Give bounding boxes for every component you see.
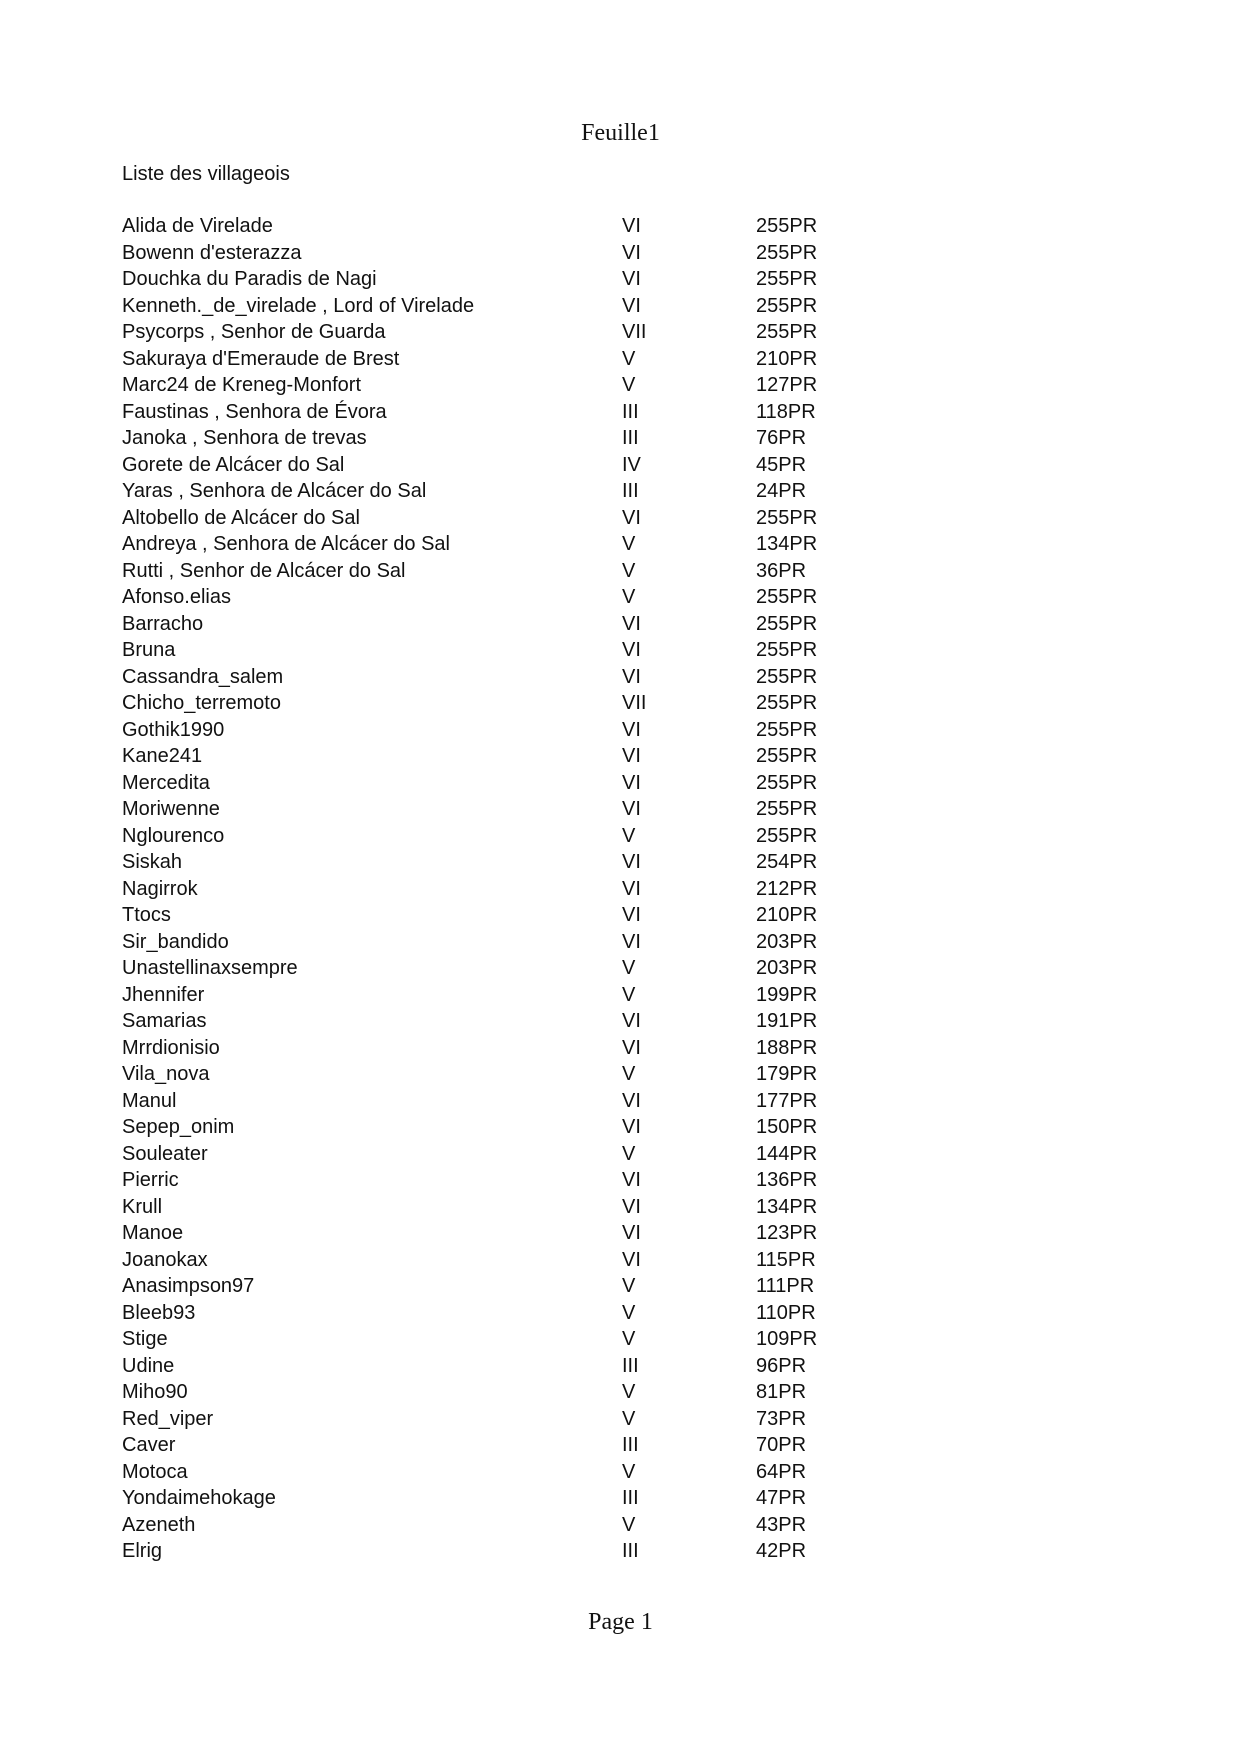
villager-pr: 255PR — [756, 692, 818, 714]
table-row — [0, 319, 1241, 346]
table-row — [0, 849, 1241, 876]
villager-rank: V — [622, 586, 636, 608]
villager-name: Douchka du Paradis de Nagi — [122, 268, 377, 290]
villager-pr: 255PR — [756, 506, 818, 529]
villager-pr: 255PR — [756, 665, 818, 688]
villager-rank: V — [622, 1275, 636, 1297]
villager-pr: 255PR — [756, 745, 818, 767]
table-row — [0, 1247, 1241, 1274]
table-row — [0, 1273, 1241, 1300]
villager-pr: 255PR — [756, 268, 818, 290]
villager-rank: VI — [622, 798, 641, 820]
table-row — [0, 213, 1241, 240]
villager-name: Moriwenne — [122, 798, 220, 820]
villager-name: Gothik1990 — [122, 718, 225, 741]
villager-pr: 109PR — [756, 1328, 818, 1350]
villager-pr: 45PR — [756, 453, 807, 476]
villager-rank: VI — [622, 294, 641, 317]
table-row — [0, 690, 1241, 717]
villager-rank: V — [622, 559, 636, 582]
villager-rank: VI — [622, 718, 641, 741]
table-row — [0, 372, 1241, 399]
villager-rank: V — [622, 1063, 636, 1085]
villager-pr: 96PR — [756, 1354, 807, 1377]
villager-name: Red_viper — [122, 1407, 214, 1430]
villager-pr: 255PR — [756, 586, 818, 608]
villager-pr: 255PR — [756, 612, 818, 635]
table-row — [0, 717, 1241, 744]
villager-name: Souleater — [122, 1142, 208, 1165]
villager-name: Udine — [122, 1354, 175, 1377]
villager-name: Cassandra_salem — [122, 665, 284, 688]
sheet-title: Feuille1 — [581, 120, 660, 146]
table-row — [0, 611, 1241, 638]
table-row — [0, 982, 1241, 1009]
table-row — [0, 955, 1241, 982]
villager-name: Andreya , Senhora de Alcácer do Sal — [122, 533, 450, 555]
villager-rank: VI — [622, 1222, 641, 1244]
villager-rank: V — [622, 1407, 636, 1430]
villager-rank: VI — [622, 1169, 641, 1191]
villager-pr: 203PR — [756, 930, 818, 953]
villager-rank: VII — [622, 692, 647, 714]
villager-pr: 43PR — [756, 1513, 807, 1536]
villager-rank: V — [622, 824, 636, 847]
villager-pr: 210PR — [756, 904, 818, 926]
page-footer: Page 1 — [588, 1609, 653, 1635]
villager-list — [0, 213, 1241, 1565]
villager-pr: 127PR — [756, 374, 818, 396]
villager-rank: V — [622, 1142, 636, 1165]
villager-rank: V — [622, 347, 636, 370]
villager-name: Krull — [122, 1195, 163, 1218]
villager-rank: V — [622, 983, 636, 1006]
table-row — [0, 1141, 1241, 1168]
villager-pr: 73PR — [756, 1407, 807, 1430]
villager-name: Yondaimehokage — [122, 1487, 276, 1509]
table-row — [0, 531, 1241, 558]
villager-name: Bruna — [122, 639, 176, 661]
villager-name: Joanokax — [122, 1248, 208, 1271]
villager-rank: III — [622, 1354, 639, 1377]
villager-pr: 134PR — [756, 1195, 818, 1218]
villager-rank: III — [622, 480, 639, 502]
villager-rank: VI — [622, 1248, 641, 1271]
villager-pr: 255PR — [756, 771, 818, 794]
villager-pr: 47PR — [756, 1487, 807, 1509]
table-row — [0, 346, 1241, 373]
villager-rank: III — [622, 427, 639, 449]
villager-name: Kane241 — [122, 745, 203, 767]
villager-name: Vila_nova — [122, 1063, 210, 1085]
villager-pr: 191PR — [756, 1010, 818, 1032]
villager-rank: III — [622, 1487, 639, 1509]
table-row — [0, 902, 1241, 929]
villager-rank: VI — [622, 241, 641, 264]
villager-rank: VI — [622, 215, 641, 237]
villager-rank: VI — [622, 930, 641, 953]
villager-pr: 255PR — [756, 241, 818, 264]
villager-pr: 70PR — [756, 1434, 807, 1456]
villager-rank: VI — [622, 506, 641, 529]
villager-name: Nagirrok — [122, 877, 198, 900]
villager-name: Manoe — [122, 1222, 184, 1244]
table-row — [0, 1512, 1241, 1539]
villager-name: Bowenn d'esterazza — [122, 241, 302, 264]
table-row — [0, 823, 1241, 850]
villager-rank: VI — [622, 771, 641, 794]
villager-name: Caver — [122, 1434, 176, 1456]
villager-name: Chicho_terremoto — [122, 692, 281, 714]
villager-name: Samarias — [122, 1010, 207, 1032]
villager-name: Rutti , Senhor de Alcácer do Sal — [122, 559, 406, 582]
villager-rank: VI — [622, 665, 641, 688]
villager-rank: VI — [622, 268, 641, 290]
table-row — [0, 664, 1241, 691]
villager-pr: 136PR — [756, 1169, 818, 1191]
villager-pr: 111PR — [756, 1275, 815, 1297]
villager-name: Stige — [122, 1328, 168, 1350]
table-row — [0, 1035, 1241, 1062]
villager-rank: V — [622, 1513, 636, 1536]
villager-name: Unastellinaxsempre — [122, 957, 298, 979]
villager-name: Yaras , Senhora de Alcácer do Sal — [122, 480, 427, 502]
villager-name: Jhennifer — [122, 983, 205, 1006]
villager-rank: VI — [622, 745, 641, 767]
table-row — [0, 1300, 1241, 1327]
table-row — [0, 505, 1241, 532]
villager-pr: 179PR — [756, 1063, 818, 1085]
table-row — [0, 1485, 1241, 1512]
table-row — [0, 1406, 1241, 1433]
villager-pr: 255PR — [756, 294, 818, 317]
villager-rank: V — [622, 1381, 636, 1403]
table-row — [0, 266, 1241, 293]
villager-rank: VI — [622, 877, 641, 900]
table-row — [0, 478, 1241, 505]
villager-pr: 210PR — [756, 347, 818, 370]
villager-rank: IV — [622, 453, 641, 476]
villager-rank: III — [622, 1434, 639, 1456]
table-row — [0, 1008, 1241, 1035]
villager-rank: VI — [622, 612, 641, 635]
villager-rank: V — [622, 374, 636, 396]
villager-rank: VI — [622, 1010, 641, 1032]
villager-name: Afonso.elias — [122, 586, 231, 608]
villager-name: Miho90 — [122, 1381, 188, 1403]
villager-pr: 255PR — [756, 718, 818, 741]
villager-pr: 81PR — [756, 1381, 807, 1403]
villager-rank: VI — [622, 904, 641, 926]
villager-name: Gorete de Alcácer do Sal — [122, 453, 345, 476]
villager-pr: 110PR — [756, 1301, 816, 1324]
villager-rank: V — [622, 1460, 636, 1483]
villager-pr: 134PR — [756, 533, 818, 555]
table-row — [0, 1326, 1241, 1353]
villager-name: Mrrdionisio — [122, 1036, 220, 1059]
villager-rank: V — [622, 533, 636, 555]
villager-name: Sakuraya d'Emeraude de Brest — [122, 347, 400, 370]
villager-name: Alida de Virelade — [122, 215, 273, 237]
table-row — [0, 1538, 1241, 1565]
villager-name: Elrig — [122, 1540, 163, 1562]
villager-rank: VI — [622, 851, 641, 873]
villager-pr: 255PR — [756, 639, 818, 661]
table-row — [0, 1167, 1241, 1194]
villager-pr: 255PR — [756, 798, 818, 820]
villager-rank: VI — [622, 1036, 641, 1059]
villager-name: Psycorps , Senhor de Guarda — [122, 321, 386, 343]
list-heading: Liste des villageois — [122, 163, 290, 185]
villager-pr: 118PR — [756, 400, 816, 423]
villager-name: Azeneth — [122, 1513, 196, 1536]
villager-name: Ttocs — [122, 904, 171, 926]
table-row — [0, 1379, 1241, 1406]
table-row — [0, 876, 1241, 903]
villager-name: Altobello de Alcácer do Sal — [122, 506, 360, 529]
villager-pr: 42PR — [756, 1540, 807, 1562]
villager-name: Janoka , Senhora de trevas — [122, 427, 367, 449]
villager-pr: 144PR — [756, 1142, 818, 1165]
table-row — [0, 1114, 1241, 1141]
villager-rank: V — [622, 1301, 636, 1324]
villager-pr: 255PR — [756, 215, 818, 237]
table-row — [0, 796, 1241, 823]
table-row — [0, 425, 1241, 452]
table-row — [0, 293, 1241, 320]
villager-pr: 115PR — [756, 1248, 816, 1271]
villager-name: Anasimpson97 — [122, 1275, 255, 1297]
table-row — [0, 637, 1241, 664]
villager-name: Barracho — [122, 612, 204, 635]
villager-rank: VI — [622, 1195, 641, 1218]
villager-pr: 76PR — [756, 427, 807, 449]
villager-pr: 150PR — [756, 1116, 818, 1138]
villager-name: Bleeb93 — [122, 1301, 196, 1324]
villager-rank: VII — [622, 321, 647, 343]
table-row — [0, 399, 1241, 426]
villager-name: Motoca — [122, 1460, 188, 1483]
table-row — [0, 1220, 1241, 1247]
villager-pr: 188PR — [756, 1036, 818, 1059]
villager-name: Sepep_onim — [122, 1116, 235, 1138]
table-row — [0, 1061, 1241, 1088]
table-row — [0, 1194, 1241, 1221]
villager-name: Mercedita — [122, 771, 210, 794]
table-row — [0, 1459, 1241, 1486]
villager-pr: 212PR — [756, 877, 818, 900]
villager-pr: 255PR — [756, 321, 818, 343]
villager-name: Nglourenco — [122, 824, 225, 847]
table-row — [0, 770, 1241, 797]
villager-name: Siskah — [122, 851, 183, 873]
villager-pr: 255PR — [756, 824, 818, 847]
villager-name: Sir_bandido — [122, 930, 229, 953]
table-row — [0, 240, 1241, 267]
villager-rank: V — [622, 1328, 636, 1350]
table-row — [0, 1088, 1241, 1115]
villager-rank: III — [622, 1540, 639, 1562]
villager-name: Kenneth._de_virelade , Lord of Virelade — [122, 294, 475, 317]
villager-pr: 64PR — [756, 1460, 807, 1483]
villager-pr: 254PR — [756, 851, 818, 873]
villager-name: Marc24 de Kreneg-Monfort — [122, 374, 362, 396]
villager-pr: 177PR — [756, 1089, 818, 1112]
villager-pr: 24PR — [756, 480, 807, 502]
table-row — [0, 584, 1241, 611]
villager-rank: V — [622, 957, 636, 979]
villager-pr: 203PR — [756, 957, 818, 979]
villager-name: Manul — [122, 1089, 177, 1112]
villager-name: Pierric — [122, 1169, 179, 1191]
table-row — [0, 558, 1241, 585]
table-row — [0, 1432, 1241, 1459]
villager-rank: III — [622, 400, 639, 423]
villager-rank: VI — [622, 1116, 641, 1138]
villager-pr: 36PR — [756, 559, 807, 582]
villager-pr: 123PR — [756, 1222, 818, 1244]
table-row — [0, 452, 1241, 479]
table-row — [0, 929, 1241, 956]
villager-rank: VI — [622, 1089, 641, 1112]
table-row — [0, 743, 1241, 770]
villager-rank: VI — [622, 639, 641, 661]
table-row — [0, 1353, 1241, 1380]
villager-name: Faustinas , Senhora de Évora — [122, 400, 387, 423]
villager-pr: 199PR — [756, 983, 818, 1006]
